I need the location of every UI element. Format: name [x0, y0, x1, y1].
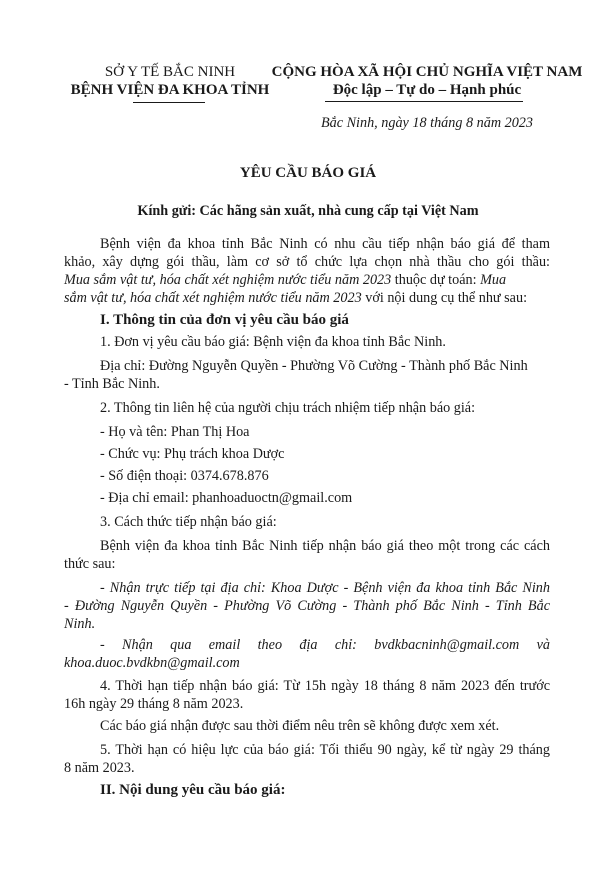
intro-line-2: khảo, xây dựng gói thầu, làm cơ sở tổ chức lựa chọn nhà thầu cho gói thầu: — [64, 254, 550, 270]
nation-title: CỘNG HÒA XÃ HỘI CHỦ NGHĨA VIỆT NAM — [271, 64, 583, 80]
intro-line-3-mid: thuộc dự toán: — [391, 272, 481, 288]
late-note: Các báo giá nhận được sau thời điểm nêu trên sẽ không được xem xét. — [100, 718, 500, 734]
requesting-unit: 1. Đơn vị yêu cầu báo giá: Bệnh viện đa khoa tỉnh Bắc Ninh. — [100, 334, 446, 350]
direct-receive-line-2: - Đường Nguyễn Quyền - Phường Võ Cường - Thành phố Bắc Ninh - Tỉnh Bắc — [64, 598, 550, 614]
motto-underline — [325, 101, 523, 102]
receive-method-line-1: Bệnh viện đa khoa tỉnh Bắc Ninh tiếp nhận báo giá theo một trong các cách — [100, 538, 550, 554]
estimate-name-start: Mua — [480, 272, 507, 288]
org-underline — [133, 102, 205, 103]
deadline-line-1: 4. Thời hạn tiếp nhận báo giá: Từ 15h ngày 18 tháng 8 năm 2023 đến trước — [100, 678, 550, 694]
direct-receive-line-3: Ninh. — [64, 616, 96, 632]
contact-position: - Chức vụ: Phụ trách khoa Dược — [100, 446, 285, 462]
address-line-1: Địa chỉ: Đường Nguyễn Quyền - Phường Võ Cường - Thành phố Bắc Ninh — [100, 358, 528, 374]
date-line: Bắc Ninh, ngày 18 tháng 8 năm 2023 — [320, 115, 533, 131]
document-title: YÊU CẦU BÁO GIÁ — [239, 165, 377, 181]
validity-line-1: 5. Thời hạn có hiệu lực của báo giá: Tối thiểu 90 ngày, kể từ ngày 29 tháng — [100, 742, 550, 758]
intro-line-1: Bệnh viện đa khoa tỉnh Bắc Ninh có nhu cầu tiếp nhận báo giá để tham — [100, 236, 550, 252]
contact-name: - Họ và tên: Phan Thị Hoa — [100, 424, 250, 440]
package-name: Mua sắm vật tư, hóa chất xét nghiệm nước tiểu năm 2023 — [64, 272, 392, 288]
validity-line-2: 8 năm 2023. — [64, 760, 135, 776]
section-1-heading: I. Thông tin của đơn vị yêu cầu báo giá — [100, 312, 349, 328]
recipient-line: Kính gửi: Các hãng sản xuất, nhà cung cấp tại Việt Nam — [137, 203, 479, 219]
intro-line-4 — [64, 290, 550, 307]
hospital-name: BỆNH VIỆN ĐA KHOA TỈNH — [70, 82, 270, 98]
intro-line-4-end: với nội dung cụ thể như sau: — [361, 290, 528, 306]
nation-motto: Độc lập – Tự do – Hạnh phúc — [332, 82, 522, 98]
contact-phone: - Số điện thoại: 0374.678.876 — [100, 468, 269, 484]
contact-email: - Địa chỉ email: phanhoaduoctn@gmail.com — [100, 490, 353, 506]
receive-method-line-2: thức sau: — [64, 556, 116, 572]
address-line-2: - Tỉnh Bắc Ninh. — [64, 376, 160, 392]
direct-receive-line-1: - Nhận trực tiếp tại địa chỉ: Khoa Dược - Bệnh viện đa khoa tỉnh Bắc Ninh — [100, 580, 550, 596]
deadline-line-2: 16h ngày 29 tháng 8 năm 2023. — [64, 696, 244, 712]
receive-method-heading: 3. Cách thức tiếp nhận báo giá: — [100, 514, 277, 530]
intro-line-3 — [64, 272, 550, 289]
section-2-heading: II. Nội dung yêu cầu báo giá: — [100, 782, 286, 798]
email-receive-line-2: khoa.duoc.bvdkbn@gmail.com — [64, 655, 240, 671]
org-name: SỞ Y TẾ BẮC NINH — [104, 64, 236, 80]
email-receive-line-1: - Nhận qua email theo địa chỉ: bvdkbacninh@gmail.com và — [100, 637, 550, 653]
contact-heading: 2. Thông tin liên hệ của người chịu trách nhiệm tiếp nhận báo giá: — [100, 400, 476, 416]
estimate-name-end: sắm vật tư, hóa chất xét nghiệm nước tiểu năm 2023 — [64, 290, 362, 306]
